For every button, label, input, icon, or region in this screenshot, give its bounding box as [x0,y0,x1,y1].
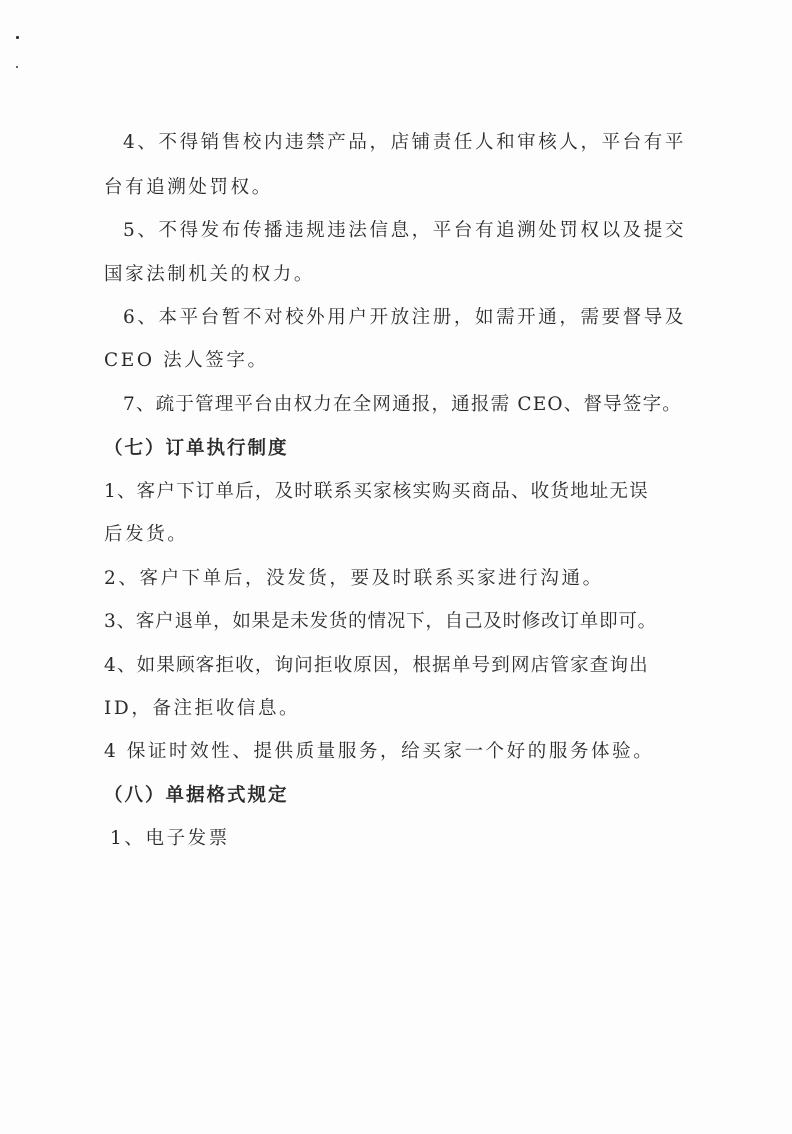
section-heading-order-execution: （七）订单执行制度 [104,438,289,459]
paragraph-order-4-line-1: 4、如果顾客拒收，询问拒收原因，根据单号到网店管家查询出 [104,655,649,676]
paragraph-order-3: 3、客户退单，如果是未发货的情况下，自己及时修改订单即可。 [104,611,657,632]
section-heading-document-format: （八）单据格式规定 [104,785,289,806]
paragraph-order-5: 4 保证时效性、提供质量服务，给买家一个好的服务体验。 [104,741,655,762]
paragraph-order-1-line-1: 1、客户下订单后，及时联系买家核实购买商品、收货地址无误 [104,481,649,502]
paragraph-rule-5-line-1: 5、不得发布传播违规违法信息，平台有追溯处罚权以及提交 [123,220,686,241]
paragraph-rule-5-line-2: 国家法制机关的权力。 [104,264,316,285]
paragraph-rule-6-line-1: 6、本平台暂不对校外用户开放注册，如需开通，需要督导及 [123,307,686,328]
scan-mark [16,36,19,39]
paragraph-order-4-line-2: ID，备注拒收信息。 [104,698,301,719]
paragraph-rule-4-line-2: 台有追溯处罚权。 [104,177,273,198]
paragraph-invoice: 1、电子发票 [110,828,230,849]
paragraph-rule-7: 7、疏于管理平台由权力在全网通报，通报需 CEO、督导签字。 [123,394,682,415]
scan-mark [16,66,18,68]
paragraph-order-2: 2、客户下单后，没发货，要及时联系买家进行沟通。 [104,568,604,589]
paragraph-order-1-line-2: 后发货。 [104,524,189,545]
paragraph-rule-6-line-2: CEO 法人签字。 [104,350,269,371]
paragraph-rule-4-line-1: 4、不得销售校内违禁产品，店铺责任人和审核人，平台有平 [123,132,686,153]
